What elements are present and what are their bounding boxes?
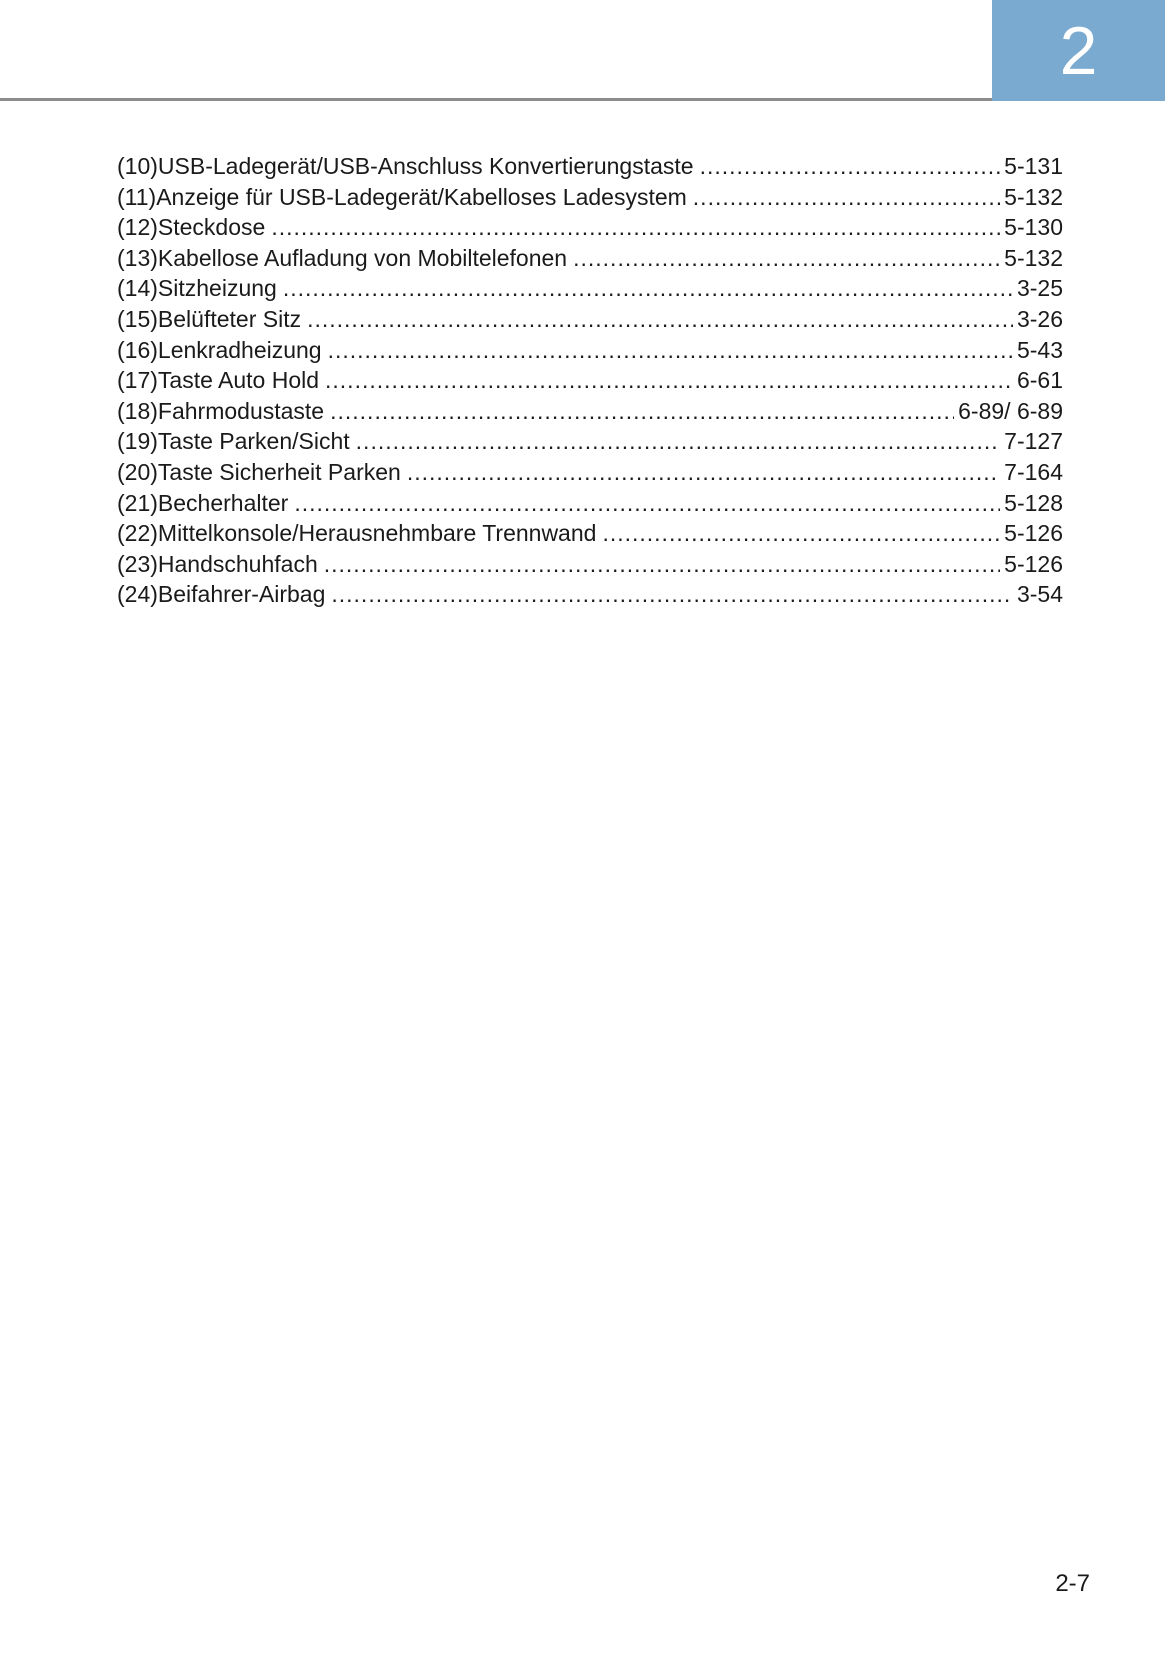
entry-page: 7-127 [1004, 428, 1063, 455]
toc-entry[interactable] [117, 488, 1063, 519]
entry-number: (21) [117, 489, 158, 516]
entry-number: (22) [117, 520, 158, 547]
entry-number: (12) [117, 214, 158, 241]
entry-page: 6-89/ 6-89 [958, 397, 1063, 424]
entry-number: (15) [117, 305, 158, 332]
entry-number: (18) [117, 397, 158, 424]
toc-entry[interactable] [117, 549, 1063, 580]
toc-entry[interactable] [117, 151, 1063, 182]
toc-entry[interactable] [117, 182, 1063, 213]
entry-label: Taste Auto Hold [157, 367, 320, 394]
entry-page: 5-126 [1004, 550, 1063, 577]
leader-dots [294, 488, 1000, 519]
entry-label: Mittelkonsole/Herausnehmbare Trennwand [157, 520, 597, 547]
toc-entry[interactable] [117, 243, 1063, 274]
entry-number: (23) [117, 550, 158, 577]
entry-page: 7-164 [1004, 458, 1063, 485]
leader-dots [324, 549, 1000, 580]
header-rule [0, 98, 992, 101]
entry-number: (13) [117, 244, 158, 271]
entry-page: 5-43 [1016, 336, 1063, 363]
entry-label: Fahrmodustaste [157, 397, 325, 424]
entry-label: Taste Parken/Sicht [157, 428, 350, 455]
leader-dots [330, 396, 954, 427]
toc-entry[interactable] [117, 304, 1063, 335]
leader-dots [407, 457, 1000, 488]
leader-dots [325, 365, 1013, 396]
entry-number: (16) [117, 336, 158, 363]
toc-entry[interactable] [117, 212, 1063, 243]
entry-page: 3-25 [1016, 275, 1063, 302]
entry-number: (14) [117, 275, 158, 302]
leader-dots [283, 273, 1013, 304]
leader-dots [573, 243, 1000, 274]
entry-number: (11) [117, 183, 157, 210]
entry-page: 5-128 [1004, 489, 1063, 516]
entry-number: (24) [117, 581, 158, 608]
page-number: 2-7 [1055, 1570, 1090, 1597]
entry-label: Sitzheizung [157, 275, 277, 302]
chapter-number: 2 [1059, 12, 1098, 89]
entry-page: 5-132 [1004, 183, 1063, 210]
entry-page: 5-126 [1004, 520, 1063, 547]
toc-entry[interactable] [117, 335, 1063, 366]
entry-label: Becherhalter [157, 489, 289, 516]
entry-number: (20) [117, 458, 158, 485]
leader-dots [602, 518, 1000, 549]
entry-page: 6-61 [1016, 367, 1063, 394]
toc-entry[interactable] [117, 426, 1063, 457]
entry-page: 5-131 [1004, 153, 1063, 179]
chapter-tab [992, 0, 1165, 101]
toc-entry[interactable] [117, 579, 1063, 610]
entry-number: (19) [117, 428, 158, 455]
entry-page: 5-132 [1004, 244, 1063, 271]
entry-page: 3-26 [1016, 305, 1063, 332]
leader-dots [328, 335, 1013, 366]
entry-label: Belüfteter Sitz [157, 305, 302, 332]
toc-entry[interactable] [117, 518, 1063, 549]
entry-label: Anzeige für USB-Ladegerät/Kabelloses Ladesystem [156, 183, 687, 210]
toc-entry[interactable] [117, 457, 1063, 488]
entry-page: 3-54 [1016, 581, 1063, 608]
entry-page: 5-130 [1004, 214, 1063, 241]
leader-dots [693, 182, 1000, 213]
toc-list [117, 151, 1063, 610]
entry-number: (10) [117, 153, 158, 179]
entry-label: Kabellose Aufladung von Mobiltelefonen [157, 244, 568, 271]
toc-entry[interactable] [117, 396, 1063, 427]
toc-entry[interactable] [117, 273, 1063, 304]
leader-dots [331, 579, 1013, 610]
leader-dots [356, 426, 1001, 457]
entry-label: Taste Sicherheit Parken [157, 458, 401, 485]
leader-dots [307, 304, 1013, 335]
entry-label: USB-Ladegerät/USB-Anschluss Konvertierungstaste [157, 153, 694, 179]
leader-dots [700, 151, 1001, 182]
entry-label: Steckdose [157, 214, 266, 241]
toc-entry[interactable] [117, 365, 1063, 396]
entry-label: Beifahrer-Airbag [157, 581, 326, 608]
entry-label: Lenkradheizung [157, 336, 322, 363]
entry-number: (17) [117, 367, 158, 394]
leader-dots [271, 212, 1000, 243]
entry-label: Handschuhfach [157, 550, 318, 577]
